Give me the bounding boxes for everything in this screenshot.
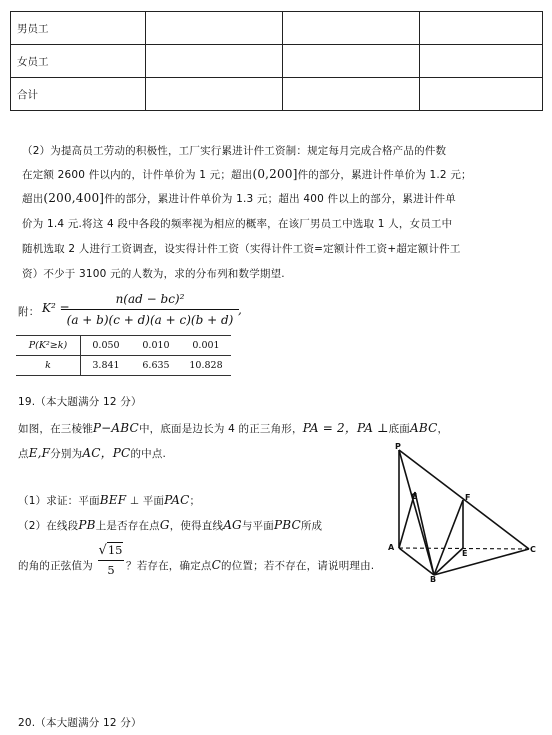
label-E: E (462, 549, 468, 558)
formula-prefix: 附： (18, 306, 40, 318)
q19-part-3b: ？若存在，确定点C的位置；若不存在，请说明理由. (126, 558, 375, 572)
row-label: 女员工 (11, 45, 146, 78)
label-G: G (411, 492, 418, 501)
table-row (11, 12, 543, 45)
sqrt-fraction: √15 5 (98, 543, 123, 577)
label-P: P (395, 442, 401, 451)
table-row (11, 78, 543, 111)
table-row (11, 45, 543, 78)
row-label: 男员工 (11, 12, 146, 45)
p-label: P(K²≥k) (16, 336, 81, 356)
employee-table (10, 11, 543, 111)
label-C: C (530, 545, 536, 554)
formula-fraction (61, 290, 239, 329)
q2-line-1: （2）为提高员工劳动的积极性，工厂实行累进计件工资制：规定每月完成合格产品的件数 (22, 145, 447, 157)
k-label: k (16, 356, 81, 376)
critical-value-table (16, 335, 231, 376)
formula-tail: , (238, 303, 242, 317)
q19-line-2: 点E,F分别为AC，PC的中点. (18, 446, 167, 460)
formula-numerator: n(ad − bc)² (115, 292, 185, 306)
q2-line-6: 资）不少于 3100 元的人数为，求的分布列和数学期望. (22, 268, 285, 280)
formula-lhs: K² = (42, 301, 70, 315)
formula-denominator: (a + b)(c + d)(a + c)(b + d) (66, 313, 234, 327)
q19-line-1: 如图，在三棱锥P−ABC中，底面是边长为 4 的正三角形，PA = 2，PA ⊥底面ABC， (18, 421, 449, 435)
q20-heading: 20.（本大题满分 12 分） (18, 717, 142, 729)
label-B: B (430, 575, 437, 582)
table-row: P(K²≥k) 0.050 0.010 0.001 (16, 336, 231, 356)
q19-part-2: （2）在线段PB上是否存在点G，使得直线AG与平面PBC所成 (18, 518, 323, 532)
label-F: F (465, 493, 471, 502)
q2-line-3: 超出(200,400]件的部分，累进计件单价为 1.3 元；超出 400 件以上的部分，累进计件单 (22, 191, 456, 205)
label-A: A (388, 543, 395, 552)
q2-line-2: 在定额 2600 件以内的，计件单价为 1 元；超出(0,200]件的部分，累进计件单价为 1.2 元； (22, 167, 472, 181)
q19-heading: 19.（本大题满分 12 分） (18, 396, 142, 408)
q2-line-4: 价为 1.4 元.将这 4 段中各段的频率视为相应的概率，在该厂男员工中选取 1 人，女员工中 (22, 218, 453, 230)
tetrahedron-figure (386, 440, 538, 582)
table-row: k 3.841 6.635 10.828 (16, 356, 231, 376)
q19-part-1: （1）求证：平面BEF ⊥ 平面PAC； (18, 493, 201, 507)
row-label: 合计 (11, 78, 146, 111)
q2-line-5: 随机选取 2 人进行工资调查，设实得计件工资（实得计件工资=定额计件工资+超定额计件工 (22, 243, 461, 255)
q19-part-3a: 的角的正弦值为 (18, 560, 93, 572)
